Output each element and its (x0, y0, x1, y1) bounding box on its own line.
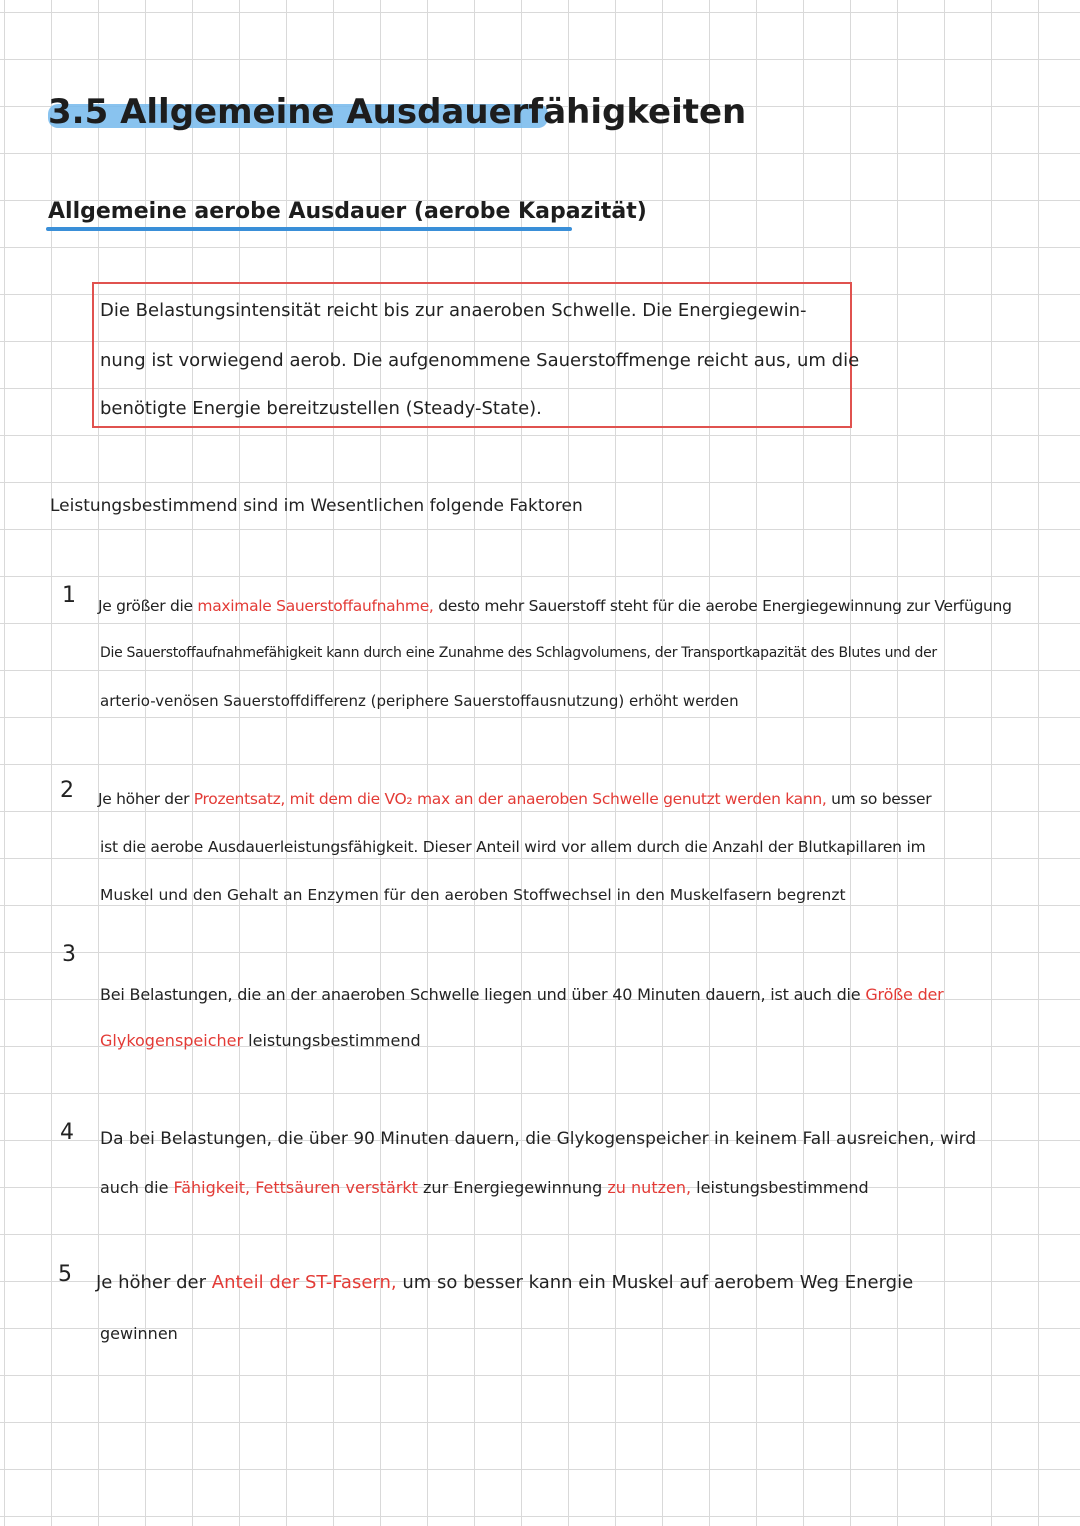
subtitle-underline (46, 227, 572, 231)
factor-1-text-a: Je größer die (98, 597, 198, 615)
page-title: 3.5 Allgemeine Ausdauerfähigkeiten (48, 92, 747, 132)
factor-number-5: 5 (58, 1262, 72, 1287)
factor-4-text-c: leistungsbestimmend (691, 1178, 869, 1197)
factor-1-line-1 (98, 597, 1012, 615)
factor-5-line-1 (96, 1272, 913, 1293)
factor-2-text-a: Je höher der (98, 790, 194, 808)
definition-line-1: Die Belastungsintensität reicht bis zur anaeroben Schwelle. Die Energiegewin- (100, 300, 807, 321)
factor-4-line-1: Da bei Belastungen, die über 90 Minuten dauern, die Glykogenspeicher in keinem Fall ausreichen, wird (100, 1129, 977, 1149)
factor-5-text-a: Je höher der (96, 1272, 212, 1293)
factor-5-red-term: Anteil der ST-Fasern, (211, 1272, 397, 1293)
factor-4-text-a: auch die (100, 1178, 174, 1197)
factor-3-text-b: leistungsbestimmend (243, 1031, 421, 1050)
factor-4-red-term: Fähigkeit, Fettsäuren verstärkt (173, 1178, 418, 1197)
factor-2-line-3: Muskel und den Gehalt an Enzymen für den aeroben Stoffwechsel in den Muskelfasern begrenzt (100, 886, 846, 904)
factor-number-3: 3 (62, 942, 76, 967)
factor-2-line-1 (98, 790, 931, 808)
factor-3-line-1 (100, 985, 944, 1004)
factor-number-1: 1 (62, 583, 76, 608)
factor-4-text-b: zur Energiegewinnung (417, 1178, 608, 1197)
section-subtitle: Allgemeine aerobe Ausdauer (aerobe Kapazität) (48, 199, 647, 224)
factor-4-red-term-2: zu nutzen, (607, 1178, 692, 1197)
factor-5-text-b: um so besser kann ein Muskel auf aerobem Weg Energie (396, 1272, 914, 1293)
factor-5-line-2: gewinnen (100, 1324, 178, 1343)
factor-3-red-term: Größe der (865, 985, 944, 1004)
factor-3-text-a: Bei Belastungen, die an der anaeroben Schwelle liegen und über 40 Minuten dauern, ist auch die (100, 985, 866, 1004)
factor-3-red-term-2: Glykogenspeicher (100, 1031, 244, 1050)
factor-2-red-term: Prozentsatz, mit dem die VO₂ max an der anaeroben Schwelle genutzt werden kann, (193, 790, 827, 808)
factor-number-2: 2 (60, 778, 74, 803)
factor-3-line-2 (100, 1031, 421, 1050)
factor-number-4: 4 (60, 1120, 74, 1145)
factor-4-line-2 (100, 1178, 869, 1197)
factor-2-text-b: um so besser (826, 790, 932, 808)
factor-1-text-b: desto mehr Sauerstoff steht für die aerobe Energiegewinnung zur Verfügung (433, 597, 1012, 615)
definition-line-3: benötigte Energie bereitzustellen (Steady-State). (100, 398, 542, 419)
definition-line-2: nung ist vorwiegend aerob. Die aufgenommene Sauerstoffmenge reicht aus, um die (100, 350, 860, 371)
factor-1-line-3: arterio-venösen Sauerstoffdifferenz (periphere Sauerstoffausnutzung) erhöht werden (100, 692, 739, 710)
factor-2-line-2: ist die aerobe Ausdauerleistungsfähigkeit. Dieser Anteil wird vor allem durch die Anzahl der Blutkapillaren im (100, 838, 926, 856)
factors-intro: Leistungsbestimmend sind im Wesentlichen folgende Faktoren (50, 496, 583, 516)
factor-1-red-term: maximale Sauerstoffaufnahme, (197, 597, 434, 615)
factor-1-line-2: Die Sauerstoffaufnahmefähigkeit kann durch eine Zunahme des Schlagvolumens, der Transportkapazität des Blutes und der (100, 645, 937, 661)
